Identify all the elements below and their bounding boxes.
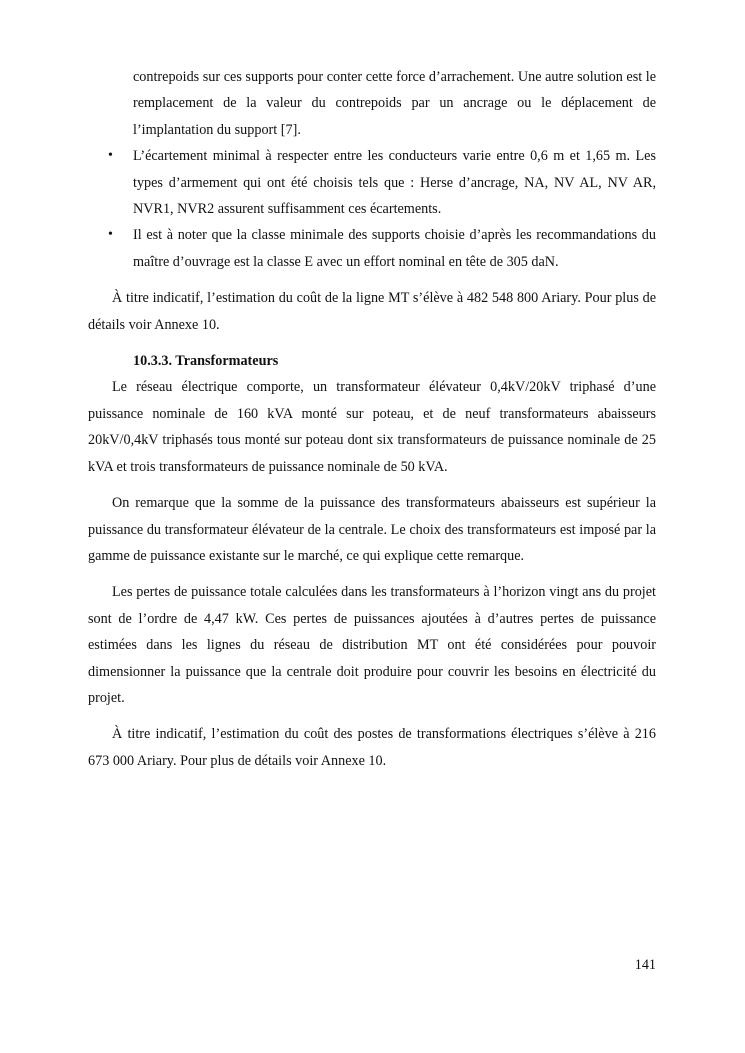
power-remark-paragraph: On remarque que la somme de la puissance des transformateurs abaisseurs est supérieur la puissance du transformateur élévateur de la centrale. Le choix des transformateurs est imposé par la gamme de puissance existante sur le marché, ce qui explique cette remarque. — [88, 495, 656, 564]
page-number: 141 — [634, 957, 656, 973]
list-item-text: L’écartement minimal à respecter entre les conducteurs varie entre 0,6 m et 1,65 m. Les types d’armement qui ont été choisis tels que : Herse d’ancrage, NA, NV AL, NV AR, NVR1, NVR2 assurent suffisamment ces écartements. — [133, 148, 656, 218]
bullet-icon: • — [108, 227, 113, 243]
substation-cost-paragraph: À titre indicatif, l’estimation du coût des postes de transformations électriques s’élève à 216 673 000 Ariary. Pour plus de détails voir Annexe 10. — [88, 726, 656, 769]
bullet-list — [88, 143, 656, 275]
section-heading: 10.3.3. Transformateurs — [133, 353, 279, 370]
page-body — [88, 64, 656, 774]
list-item-text: Il est à noter que la classe minimale des supports choisie d’après les recommandations du maître d’ouvrage est la classe E avec un effort nominal en tête de 305 daN. — [133, 227, 656, 270]
cost-line-paragraph: À titre indicatif, l’estimation du coût de la ligne MT s’élève à 482 548 800 Ariary. Pour plus de détails voir Annexe 10. — [88, 290, 656, 333]
transformers-paragraph: Le réseau électrique comporte, un transformateur élévateur 0,4kV/20kV triphasé d’une puissance nominale de 160 kVA monté sur poteau, et de neuf transformateurs abaisseurs 20kV/0,4kV triphasés tous monté sur poteau dont six transformateurs de puissance nominale de 25 kVA et trois transformateurs de puissance nominale de 50 kVA. — [88, 379, 656, 475]
continued-list-text: contrepoids sur ces supports pour conter cette force d’arrachement. Une autre solution est le remplacement de la valeur du contrepoids par un ancrage ou le déplacement de l’implantation du support [7]. — [133, 69, 656, 138]
list-item — [88, 222, 656, 275]
list-item — [88, 143, 656, 222]
losses-paragraph: Les pertes de puissance totale calculées dans les transformateurs à l’horizon vingt ans du projet sont de l’ordre de 4,47 kW. Ces pertes de puissances ajoutées à d’autres pertes de puissance estimées dans les lignes du réseau de distribution MT ont été considérées pour pouvoir dimensionner la puissance que la centrale doit produire pour couvrir les besoins en électricité du projet. — [88, 584, 656, 706]
bullet-icon: • — [108, 148, 113, 164]
